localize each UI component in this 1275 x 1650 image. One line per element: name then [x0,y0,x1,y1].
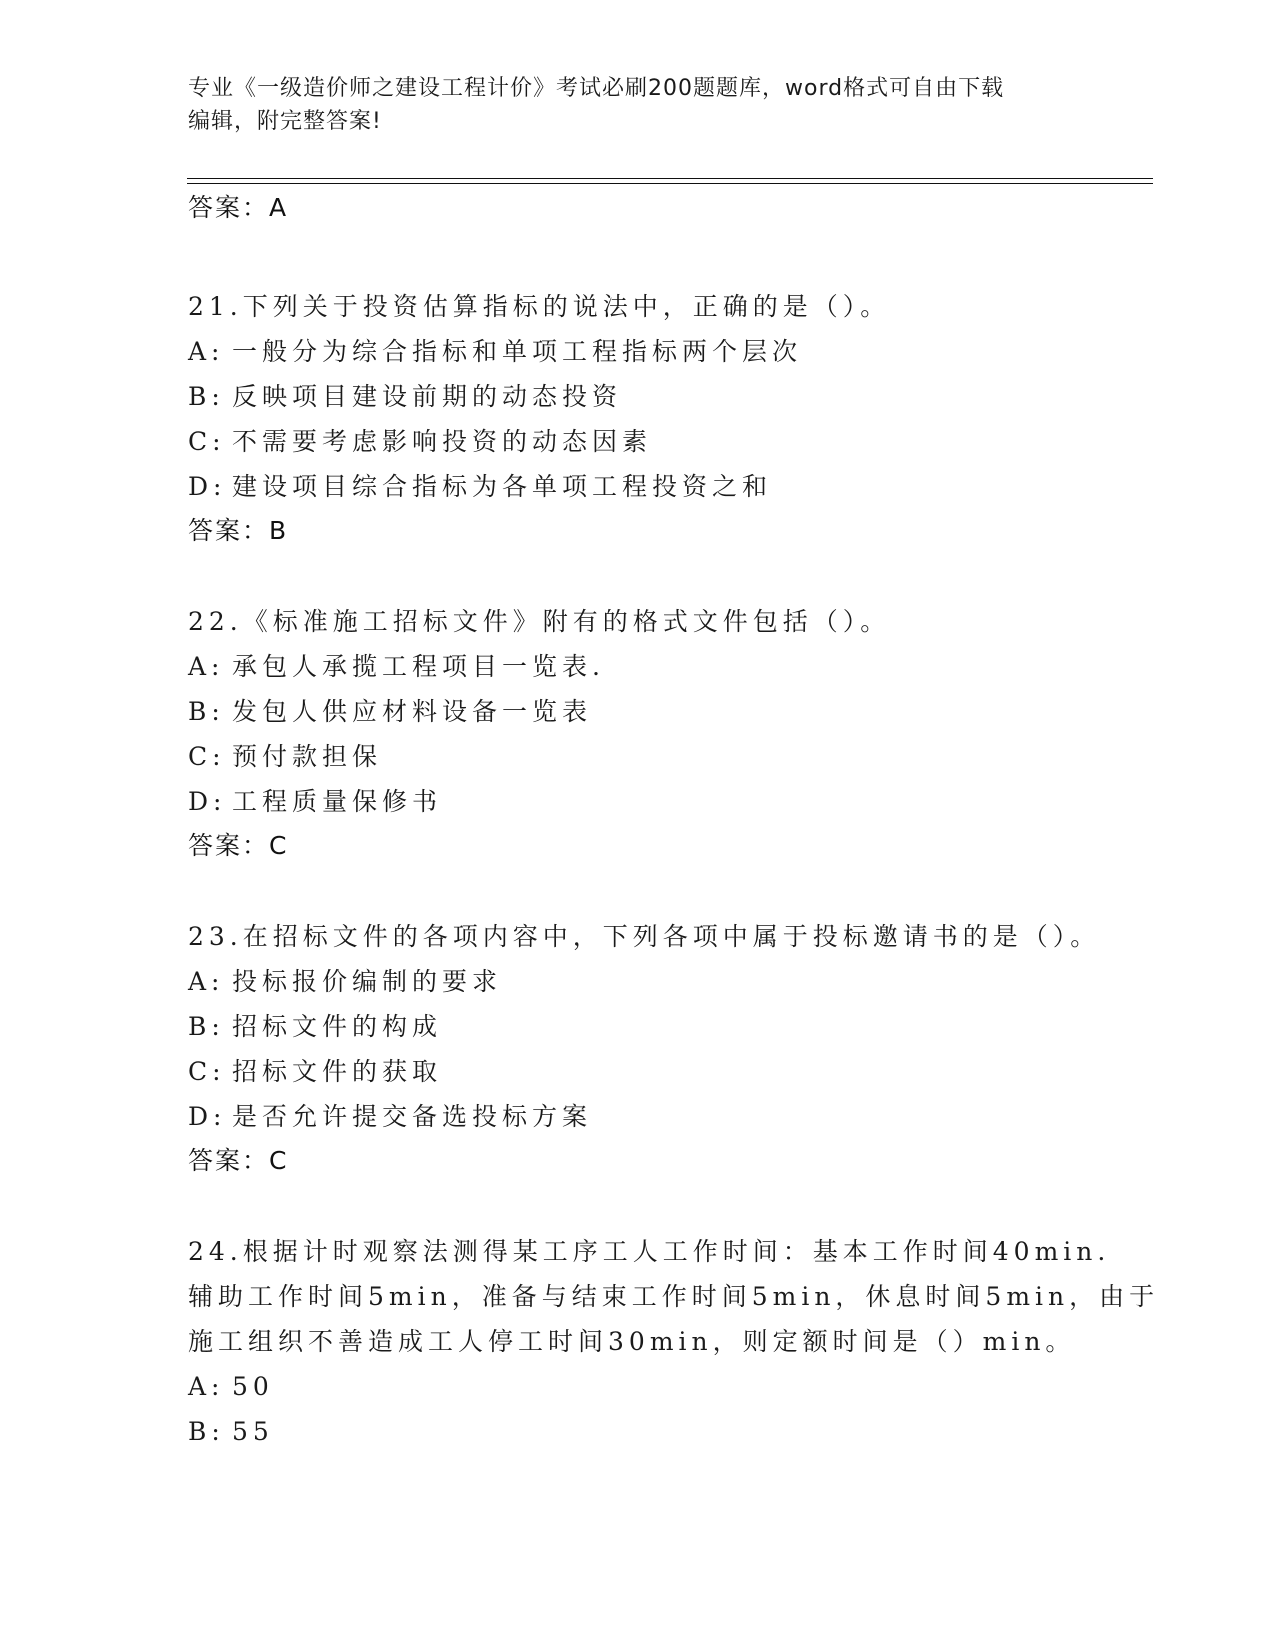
option-letter: B: [188,1417,225,1446]
option-text: 发包人供应材料设备一览表 [232,697,593,726]
option-letter: A: [188,967,225,996]
option-b [188,1004,1148,1049]
header-line-1: 专业《一级造价师之建设工程计价》考试必刷200题题库，word格式可自由下载 [188,76,1005,101]
option-letter: B: [188,697,225,726]
question-stem: 22.《标准施工招标文件》附有的格式文件包括（）。 [188,607,891,636]
option-a [188,959,1148,1004]
question-stem-line-2: 辅助工作时间5min，准备与结束工作时间5min，休息时间5min，由于 [188,1282,1160,1311]
option-text: 55 [232,1417,274,1446]
option-letter: D: [188,1102,227,1131]
question-23 [188,914,1148,1177]
option-d [188,779,1148,824]
question-stem-line-3: 施工组织不善造成工人停工时间30min，则定额时间是（）min。 [188,1327,1076,1356]
document-body [188,192,1160,1454]
option-text: 50 [232,1372,274,1401]
option-text: 招标文件的获取 [232,1057,443,1086]
option-letter: B: [188,382,225,411]
option-text: 工程质量保修书 [232,787,443,816]
question-stem: 21.下列关于投资估算指标的说法中，正确的是（）。 [188,292,891,321]
option-b [188,374,1148,419]
option-text: 招标文件的构成 [232,1012,443,1041]
option-a [188,329,1148,374]
question-24 [188,1229,1160,1454]
question-stem: 23.在招标文件的各项内容中，下列各项中属于投标邀请书的是（）。 [188,922,1101,951]
answer-label: 答案：C [188,831,289,860]
option-letter: A: [188,652,225,681]
option-b [188,1409,1148,1454]
option-c [188,1049,1148,1094]
option-letter: C: [188,427,226,456]
header-divider-top [187,178,1153,179]
document-header [188,72,1088,138]
option-d [188,1094,1148,1139]
option-a [188,644,1148,689]
answer-label: 答案：B [188,516,289,545]
option-letter: A: [188,1372,225,1401]
header-line-2: 编辑，附完整答案! [188,109,382,134]
answer-label: 答案：A [188,193,289,222]
option-text: 是否允许提交备选投标方案 [232,1102,593,1131]
option-text: 一般分为综合指标和单项工程指标两个层次 [232,337,803,366]
option-text: 投标报价编制的要求 [232,967,503,996]
option-c [188,419,1148,464]
question-stem-line-1: 24.根据计时观察法测得某工序工人工作时间：基本工作时间40min. [188,1237,1111,1266]
option-letter: C: [188,1057,226,1086]
option-letter: C: [188,742,226,771]
question-22 [188,599,1148,862]
option-letter: A: [188,337,225,366]
option-text: 建设项目综合指标为各单项工程投资之和 [232,472,773,501]
option-letter: D: [188,787,227,816]
option-a [188,1364,1148,1409]
option-b [188,689,1148,734]
option-c [188,734,1148,779]
option-letter: D: [188,472,227,501]
header-divider-bottom [187,183,1153,184]
option-text: 承包人承揽工程项目一览表. [232,652,605,681]
option-d [188,464,1148,509]
option-text: 预付款担保 [232,742,383,771]
option-letter: B: [188,1012,225,1041]
option-text: 不需要考虑影响投资的动态因素 [232,427,653,456]
option-text: 反映项目建设前期的动态投资 [232,382,623,411]
answer-label: 答案：C [188,1146,289,1175]
question-21 [188,284,1148,547]
